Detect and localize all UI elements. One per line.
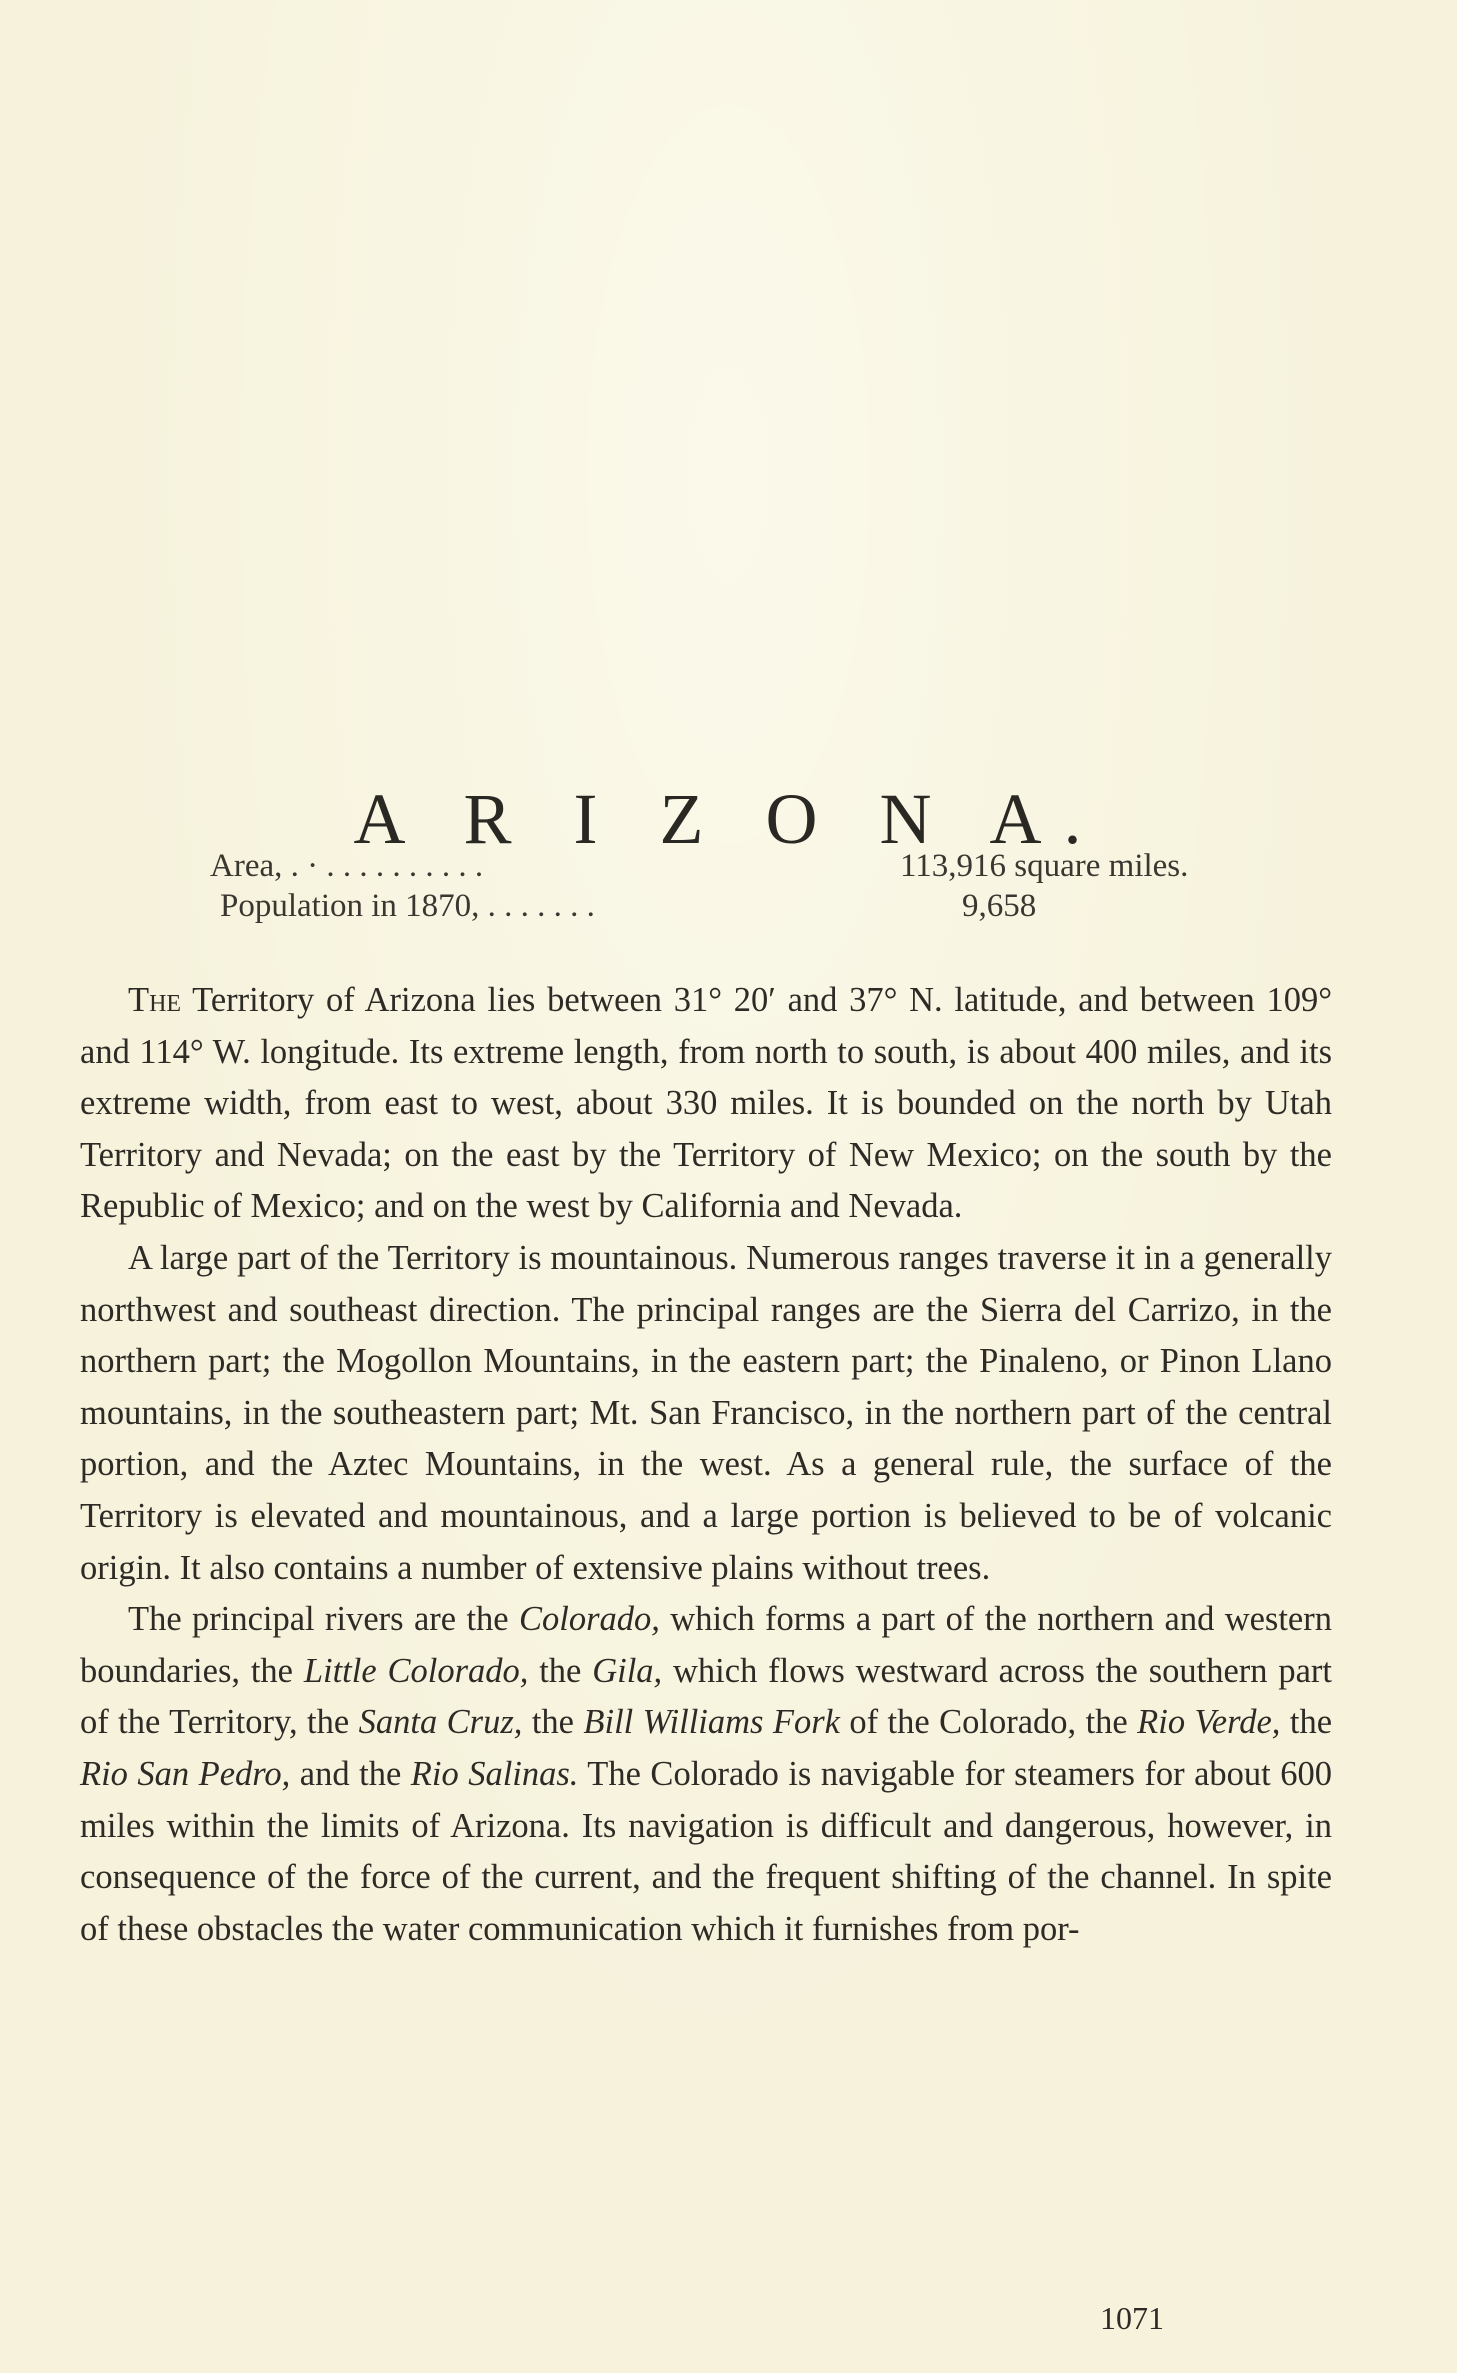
paragraph-mountains bbox=[80, 1233, 1332, 1594]
population-row bbox=[210, 886, 1270, 926]
river-name: Rio San Pedro, bbox=[80, 1754, 291, 1793]
river-name: Little Colorado, bbox=[303, 1651, 529, 1690]
paragraph-text: A large part of the Territory is mountainous. Numerous ranges traverse it in a generally northwest and southeast direction. The principal ranges are the Sierra del Carrizo, in the northern part; the Mogollon Mountains, in the eastern part; the Pinaleno, or Pinon Llano mountains, in the southeastern part; Mt. San Francisco, in the northern part of the central portion, and the Aztec Mountains, in the west. As a general rule, the surface of the Territory is elevated and mountainous, and a large portion is believed to be of volcanic origin. It also contains a number of extensive plains without trees. bbox=[80, 1238, 1332, 1587]
river-name: Santa Cruz, bbox=[358, 1703, 523, 1742]
river-name: Rio Verde, bbox=[1137, 1703, 1281, 1742]
body-text bbox=[80, 975, 1332, 1955]
page-number: 1071 bbox=[1100, 2300, 1164, 2336]
river-name: Gila, bbox=[592, 1651, 663, 1690]
paragraph-text: Territory of Arizona lies between 31° 20′ and 37° N. latitude, and between 109° and 114° W. longitude. Its extreme length, from north to south, is about 400 miles, and its extreme width, from east to west, about 330 miles. It is bounded on the north by Utah Territory and Nevada; on the east by the Territory of New Mexico; on the south by the Republic of Mexico; and on the west by California and Nevada. bbox=[80, 981, 1332, 1226]
paragraph-text: which forms a part of the northern and western boundaries, the bbox=[80, 1600, 1332, 1690]
river-name: Rio Salinas. bbox=[410, 1754, 579, 1793]
paragraph-text: The principal rivers are the bbox=[128, 1600, 519, 1639]
paragraph-boundaries bbox=[80, 975, 1332, 1233]
paragraph-text: of the Colorado, the bbox=[839, 1703, 1138, 1742]
paragraph-text: The Colorado is navigable for steamers for about 600 miles within the limits of Arizona. Its navigation is difficult and dangerous, however, in consequence of the force of the current, and the frequent shifting of the channel. In spite of these obstacles the water communication which it furnishes from por- bbox=[80, 1754, 1332, 1948]
paragraph-text: the bbox=[1280, 1703, 1333, 1742]
area-row bbox=[210, 846, 1270, 886]
population-label: Population in 1870, . . . . . . . bbox=[220, 888, 595, 924]
paragraph-text: and the bbox=[290, 1754, 411, 1793]
paragraph-lead-word: The bbox=[128, 981, 182, 1019]
river-name: Bill Williams Fork bbox=[583, 1703, 840, 1742]
paragraph-text: the bbox=[522, 1703, 584, 1742]
area-label: Area, . · . . . . . . . . . . bbox=[210, 848, 484, 884]
paragraph-text: the bbox=[528, 1651, 593, 1690]
population-value: 9,658 bbox=[962, 888, 1037, 924]
river-name: Colorado, bbox=[519, 1600, 660, 1639]
area-value: 113,916 square miles. bbox=[900, 848, 1189, 884]
page-title: A R I Z O N A. bbox=[353, 779, 1104, 860]
statistics-block bbox=[210, 846, 1270, 926]
paragraph-text: which flows westward across the southern part of the Territory, the bbox=[80, 1651, 1332, 1742]
paragraph-rivers bbox=[80, 1594, 1332, 1955]
